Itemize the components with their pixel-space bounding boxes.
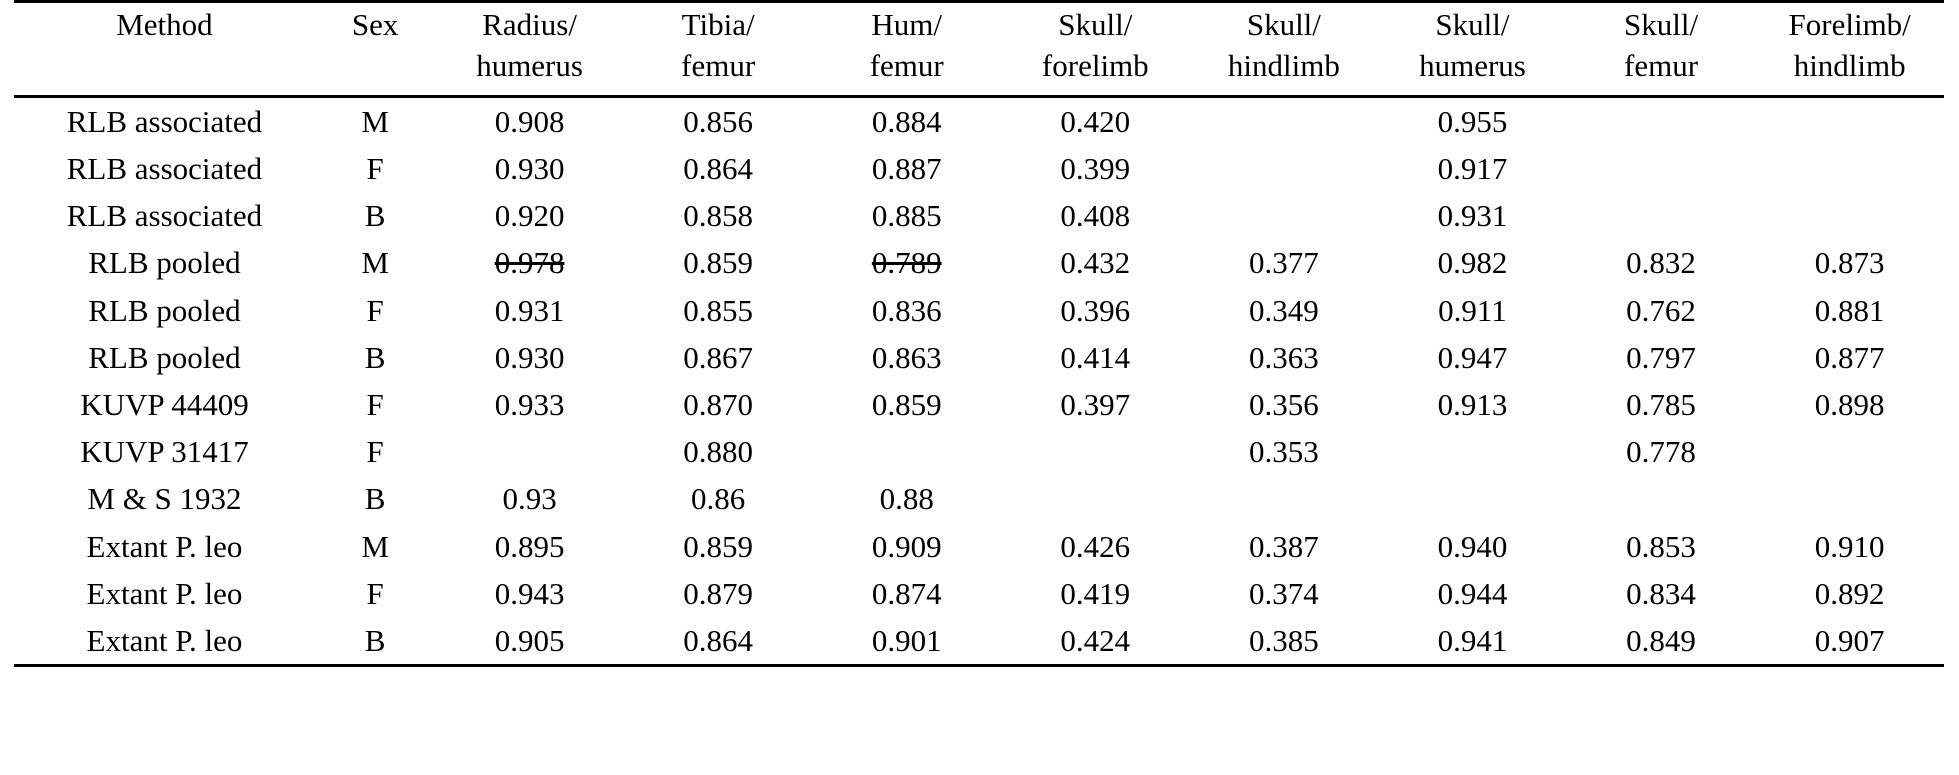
column-header-sex — [315, 2, 435, 97]
column-header-skull-humerus-line2: humerus — [1419, 47, 1526, 83]
cell-value: 0.419 — [1060, 575, 1131, 611]
cell-value: 0.909 — [871, 528, 942, 564]
cell-value: 0.377 — [1249, 245, 1319, 281]
cell-method: Extant P. leo — [86, 575, 243, 611]
column-header-forelimb-hindlimb-line1: Forelimb/ — [1788, 7, 1911, 42]
cell-value — [1567, 96, 1756, 145]
column-header-skull-forelimb-line2: forelimb — [1041, 47, 1149, 83]
cell-value: 0.836 — [871, 292, 942, 328]
table-row — [14, 96, 1944, 145]
column-header-forelimb-hindlimb — [1755, 2, 1944, 97]
cell-value: 0.911 — [1438, 292, 1507, 328]
cell-sex: B — [364, 198, 386, 234]
cell-method: RLB pooled — [88, 245, 241, 281]
cell-value — [812, 239, 1001, 286]
cell-value: 0.874 — [871, 575, 942, 611]
cell-value: 0.892 — [1814, 575, 1885, 611]
cell-value: 0.859 — [683, 528, 754, 564]
cell-value — [1567, 145, 1756, 192]
cell-value: 0.907 — [1755, 617, 1944, 666]
cell-sex: F — [366, 386, 384, 422]
cell-value: 0.385 — [1190, 617, 1379, 666]
cell-value — [1378, 428, 1567, 475]
cell-value: 0.940 — [1437, 528, 1508, 564]
cell-method: RLB pooled — [88, 292, 241, 328]
cell-sex: F — [366, 292, 384, 328]
cell-value: 0.880 — [683, 434, 754, 470]
column-header-hum-femur-line1: Hum/ — [871, 7, 943, 42]
column-header-radius-humerus — [435, 2, 624, 97]
column-header-tibia-femur-line2: femur — [681, 47, 756, 83]
cell-value: 0.887 — [871, 151, 942, 186]
cell-value: 0.432 — [1060, 245, 1131, 281]
cell-value: 0.778 — [1626, 434, 1696, 470]
cell-sex: M — [361, 245, 389, 281]
column-header-method-line1: Method — [116, 7, 213, 42]
table-row — [14, 523, 1944, 570]
table-header — [14, 2, 1944, 97]
cell-value: 0.864 — [683, 151, 754, 186]
cell-value: 0.408 — [1060, 198, 1131, 234]
cell-value: 0.941 — [1378, 617, 1567, 666]
cell-value: 0.908 — [494, 103, 565, 139]
column-header-tibia-femur-line1: Tibia/ — [681, 7, 755, 42]
cell-value: 0.955 — [1437, 103, 1508, 139]
cell-value: 0.933 — [494, 386, 565, 422]
cell-method: KUVP 31417 — [80, 434, 249, 470]
cell-value: 0.859 — [683, 245, 754, 281]
cell-value: 0.93 — [502, 481, 557, 517]
cell-value: 0.785 — [1626, 386, 1696, 422]
cell-value: 0.870 — [683, 386, 754, 422]
cell-value: 0.864 — [624, 617, 813, 666]
column-header-method — [14, 2, 315, 97]
table-body — [14, 96, 1944, 665]
table-row — [14, 192, 1944, 239]
cell-sex: M — [361, 103, 389, 139]
cell-value: 0.867 — [683, 339, 754, 375]
column-header-skull-forelimb — [1001, 2, 1190, 97]
cell-value: 0.832 — [1626, 245, 1696, 281]
cell-value: 0.762 — [1626, 292, 1696, 328]
cell-value: 0.944 — [1437, 575, 1508, 611]
column-header-skull-humerus — [1378, 2, 1567, 97]
cell-value: 0.856 — [683, 103, 754, 139]
table-header-row — [14, 2, 1944, 97]
cell-value — [1755, 428, 1944, 475]
cell-value — [1190, 145, 1379, 192]
cell-value — [1001, 428, 1190, 475]
cell-value: 0.930 — [494, 339, 565, 375]
cell-value: 0.863 — [871, 339, 942, 375]
cell-value: 0.414 — [1060, 339, 1131, 375]
cell-value: 0.797 — [1626, 339, 1696, 375]
table-row — [14, 428, 1944, 475]
cell-method: RLB associated — [66, 198, 263, 234]
table-row — [14, 145, 1944, 192]
cell-value: 0.885 — [871, 198, 942, 234]
cell-value: 0.356 — [1249, 386, 1319, 422]
cell-value: 0.901 — [812, 617, 1001, 666]
cell-value — [1190, 96, 1379, 145]
table-row — [14, 334, 1944, 381]
cell-value: 0.88 — [879, 481, 934, 517]
cell-value — [1567, 475, 1756, 522]
column-header-skull-hindlimb — [1190, 2, 1379, 97]
cell-method: M & S 1932 — [87, 481, 242, 517]
cell-method: KUVP 44409 — [80, 386, 249, 422]
cell-sex: F — [366, 575, 384, 611]
table-row — [14, 570, 1944, 617]
column-header-skull-forelimb-line1: Skull/ — [1058, 7, 1133, 42]
cell-sex: M — [361, 528, 389, 564]
cell-value: 0.855 — [683, 292, 754, 328]
cell-value — [1001, 475, 1190, 522]
cell-value — [1755, 192, 1944, 239]
cell-method: RLB associated — [66, 103, 263, 139]
column-header-skull-hindlimb-line1: Skull/ — [1246, 7, 1321, 42]
cell-value: 0.853 — [1626, 528, 1696, 564]
column-header-skull-hindlimb-line2: hindlimb — [1227, 47, 1340, 83]
table-row — [14, 239, 1944, 286]
cell-value: 0.86 — [691, 481, 746, 517]
cell-value: 0.387 — [1249, 528, 1319, 564]
cell-value: 0.399 — [1060, 151, 1131, 186]
cell-sex: F — [366, 434, 384, 470]
table-row — [14, 381, 1944, 428]
cell-sex: B — [364, 481, 386, 517]
column-header-forelimb-hindlimb-line2: hindlimb — [1793, 47, 1906, 83]
cell-value: 0.931 — [494, 292, 565, 328]
cell-value: 0.420 — [1060, 103, 1131, 139]
cell-value: 0.426 — [1060, 528, 1131, 564]
cell-value: 0.931 — [1437, 198, 1508, 234]
table-row — [14, 475, 1944, 522]
column-header-skull-femur-line2: femur — [1624, 47, 1699, 83]
column-header-hum-femur-line2: femur — [869, 47, 944, 83]
cell-value: 0.982 — [1437, 245, 1508, 281]
cell-sex: F — [366, 151, 384, 186]
cell-value: 0.849 — [1567, 617, 1756, 666]
cell-value: 0.910 — [1814, 528, 1885, 564]
cell-value: 0.913 — [1437, 386, 1508, 422]
column-header-skull-femur — [1567, 2, 1756, 97]
cell-value — [435, 239, 624, 286]
cell-method: RLB associated — [66, 151, 263, 186]
cell-value: 0.947 — [1437, 339, 1508, 375]
cell-value: 0.859 — [871, 386, 942, 422]
cell-value: 0.895 — [494, 528, 565, 564]
cell-value — [812, 428, 1001, 475]
struck-value: 0.978 — [494, 245, 565, 281]
cell-value: 0.930 — [494, 151, 565, 186]
cell-value: 0.858 — [683, 198, 754, 234]
cell-value: 0.881 — [1814, 292, 1885, 328]
cell-value: 0.873 — [1814, 245, 1885, 281]
column-header-skull-femur-line1: Skull/ — [1623, 7, 1699, 42]
cell-sex: B — [315, 617, 435, 666]
column-header-hum-femur — [812, 2, 1001, 97]
cell-value: 0.877 — [1814, 339, 1885, 375]
cell-value: 0.353 — [1249, 434, 1319, 470]
cell-method: RLB pooled — [88, 339, 241, 375]
cell-value — [1378, 475, 1567, 522]
cell-value — [1755, 145, 1944, 192]
cell-value: 0.898 — [1814, 386, 1885, 422]
column-header-radius-humerus-line1: Radius/ — [482, 7, 577, 42]
cell-value: 0.424 — [1001, 617, 1190, 666]
cell-value — [1567, 192, 1756, 239]
column-header-skull-humerus-line1: Skull/ — [1435, 7, 1510, 42]
cell-value: 0.905 — [435, 617, 624, 666]
cell-value: 0.374 — [1249, 575, 1319, 611]
column-header-tibia-femur — [624, 2, 813, 97]
cell-value: 0.834 — [1626, 575, 1696, 611]
measurements-table — [14, 0, 1944, 667]
cell-method: Extant P. leo — [14, 617, 315, 666]
cell-value: 0.943 — [494, 575, 565, 611]
cell-sex: B — [364, 339, 386, 375]
struck-value: 0.789 — [871, 245, 942, 281]
column-header-sex-line1: Sex — [351, 7, 399, 42]
cell-value — [435, 428, 624, 475]
cell-value: 0.349 — [1249, 292, 1319, 328]
cell-value — [1755, 96, 1944, 145]
cell-value: 0.884 — [871, 103, 942, 139]
cell-value: 0.920 — [494, 198, 565, 234]
table-row — [14, 287, 1944, 334]
cell-value: 0.397 — [1060, 386, 1131, 422]
cell-value: 0.396 — [1060, 292, 1131, 328]
cell-value: 0.879 — [683, 575, 754, 611]
cell-value: 0.363 — [1249, 339, 1319, 375]
column-header-radius-humerus-line2: humerus — [476, 47, 583, 83]
cell-method: Extant P. leo — [86, 528, 243, 564]
cell-value — [1190, 192, 1379, 239]
cell-value — [1755, 475, 1944, 522]
table-row — [14, 617, 1944, 666]
cell-value — [1190, 475, 1379, 522]
cell-value: 0.917 — [1437, 151, 1508, 186]
